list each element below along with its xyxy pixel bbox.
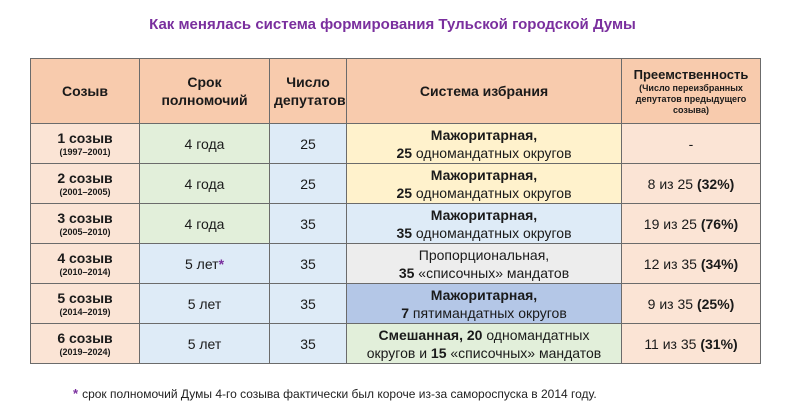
continuity-text: 8 из 25: [647, 175, 697, 192]
table-row: [31, 244, 761, 284]
header-continuity-label: Преемственность: [633, 66, 749, 82]
deputies-cell: 35: [270, 244, 347, 284]
system-line-2-text: одномандатных округов: [412, 144, 572, 161]
continuity-cell: [622, 324, 761, 364]
term-value: 4 года: [184, 135, 225, 152]
system-line-1-text: одномандатных: [482, 326, 590, 343]
footnote-text: срок полномочий Думы 4-го созыва фактически был короче из-за самороспуска в 2014 году.: [82, 387, 597, 401]
convocation-cell: [31, 204, 140, 244]
footnote-star: *: [73, 386, 79, 401]
continuity-percent: (31%): [700, 335, 738, 352]
convocation-years: (2005–2010): [59, 226, 111, 237]
continuity-cell: [622, 204, 761, 244]
system-cell: [347, 204, 622, 244]
term-value: 5 лет: [187, 295, 222, 312]
deputies-cell: 35: [270, 204, 347, 244]
system-line-2: [351, 264, 617, 282]
term-cell: [140, 244, 270, 284]
continuity-cell: [622, 124, 761, 164]
header-deputies: Число депутатов: [270, 59, 347, 124]
system-cell: [347, 164, 622, 204]
table-header-row: [31, 59, 761, 124]
convocation-name: 4 созыв: [57, 249, 113, 266]
duma-table: [30, 58, 761, 364]
convocation-name: 2 созыв: [57, 169, 113, 186]
continuity-text: 9 из 35: [647, 295, 697, 312]
system-line-2-text: одномандатных округов: [412, 184, 572, 201]
term-cell: [140, 124, 270, 164]
term-cell: [140, 284, 270, 324]
system-line-1-bold: Мажоритарная,: [430, 166, 538, 183]
system-line-2-text: округов и: [366, 344, 431, 361]
convocation-years: (2010–2014): [59, 266, 111, 277]
continuity-text: 11 из 35: [644, 335, 701, 352]
deputies-cell: 35: [270, 324, 347, 364]
table-row: [31, 124, 761, 164]
table-row: [31, 204, 761, 244]
term-value: 5 лет: [187, 335, 222, 352]
deputies-cell: 25: [270, 164, 347, 204]
system-line-1: [351, 126, 617, 144]
continuity-cell: [622, 244, 761, 284]
system-cell: [347, 284, 622, 324]
header-convocation: Созыв: [31, 59, 140, 124]
continuity-text: 19 из 25: [643, 215, 701, 232]
system-line-2: [351, 344, 617, 362]
continuity-cell: [622, 284, 761, 324]
continuity-percent: (76%): [700, 215, 739, 232]
system-line-2-text-2: «списочных» мандатов: [446, 344, 602, 361]
term-cell: [140, 324, 270, 364]
system-line-1-bold: Смешанная, 20: [378, 326, 483, 343]
system-line-1: [351, 166, 617, 184]
system-line-1: [351, 286, 617, 304]
convocation-cell: [31, 244, 140, 284]
convocation-name: 3 созыв: [57, 209, 113, 226]
system-cell: [347, 244, 622, 284]
term-value: 5 лет: [184, 255, 219, 272]
system-line-2-text: одномандатных округов: [412, 224, 572, 241]
system-line-2-bold: 7: [401, 304, 410, 321]
convocation-cell: [31, 164, 140, 204]
convocation-years: (2014–2019): [59, 306, 111, 317]
system-line-2-text: «списочных» мандатов: [414, 264, 570, 281]
header-continuity: [622, 59, 761, 124]
convocation-years: (2001–2005): [59, 186, 111, 197]
header-continuity-note: (Число переизбранных депутатов предыдущего созыва): [635, 82, 747, 115]
term-value: 4 года: [184, 215, 225, 232]
deputies-cell: 25: [270, 124, 347, 164]
system-cell: [347, 124, 622, 164]
term-value: 4 года: [184, 175, 225, 192]
table-row: [31, 164, 761, 204]
system-line-2: [351, 144, 617, 162]
system-line-2-bold: 25: [396, 144, 413, 161]
system-line-1-bold: Мажоритарная,: [430, 126, 538, 143]
system-line-2-bold: 35: [396, 224, 413, 241]
continuity-percent: (32%): [696, 175, 735, 192]
header-system: Система избрания: [347, 59, 622, 124]
convocation-name: 1 созыв: [57, 129, 113, 146]
convocation-cell: [31, 284, 140, 324]
system-line-2: [351, 304, 617, 322]
page-title: Как менялась система формирования Тульской городской Думы: [149, 16, 636, 33]
system-line-1-bold: Мажоритарная,: [430, 206, 538, 223]
term-cell: [140, 164, 270, 204]
convocation-name: 5 созыв: [57, 289, 113, 306]
system-line-2-bold: 35: [398, 264, 415, 281]
deputies-cell: 35: [270, 284, 347, 324]
convocation-cell: [31, 324, 140, 364]
convocation-cell: [31, 124, 140, 164]
convocation-years: (1997–2001): [59, 146, 111, 157]
continuity-text: 12 из 35: [643, 255, 701, 272]
system-line-1: [351, 206, 617, 224]
term-cell: [140, 204, 270, 244]
system-line-1: [351, 326, 617, 344]
system-line-2: [351, 184, 617, 202]
continuity-percent: (25%): [696, 295, 735, 312]
table-row: [31, 324, 761, 364]
system-cell: [347, 324, 622, 364]
continuity-cell: [622, 164, 761, 204]
system-line-1-bold: Мажоритарная,: [430, 286, 538, 303]
continuity-text: -: [688, 135, 694, 152]
system-line-2-bold: 25: [396, 184, 413, 201]
system-line-2-bold-2: 15: [430, 344, 447, 361]
header-term: Срок полномочий: [140, 59, 270, 124]
table-row: [31, 284, 761, 324]
convocation-years: (2019–2024): [59, 346, 111, 357]
term-footnote-star: *: [218, 255, 225, 272]
system-line-2: [351, 224, 617, 242]
system-line-1: [351, 246, 617, 264]
system-line-1-text: Пропорциональная,: [418, 246, 550, 263]
convocation-name: 6 созыв: [57, 329, 113, 346]
continuity-percent: (34%): [700, 255, 739, 272]
system-line-2-text: пятимандатных округов: [409, 304, 567, 321]
footnote: [73, 386, 597, 401]
